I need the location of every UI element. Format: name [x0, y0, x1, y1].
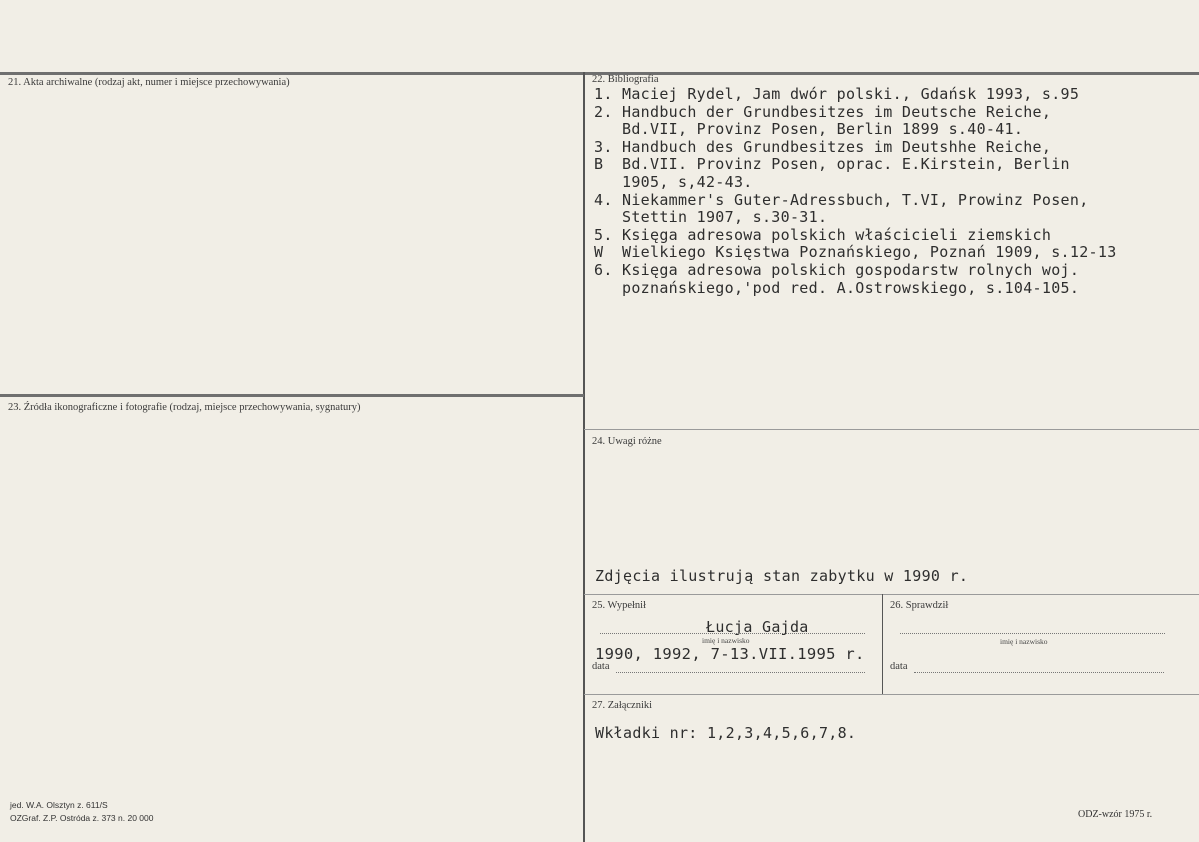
bibliography-line: 1. Maciej Rydel, Jam dwór polski., Gdańsk 1993, s.95 — [594, 85, 1080, 103]
section-25-label: 25. Wypełnił — [592, 600, 647, 611]
bibliography-line: W Wielkiego Księstwa Poznańskiego, Poznań 1909, s.12-13 — [594, 243, 1117, 262]
divider-25-26 — [882, 594, 883, 694]
rule-section-23 — [0, 394, 584, 397]
attachments-text: Wkładki nr: 1,2,3,4,5,6,7,8. — [595, 724, 857, 742]
bibliography-line: poznańskiego,'pod red. A.Ostrowskiego, s.104-105. — [622, 278, 1080, 297]
date-label-25: data — [592, 661, 610, 672]
section-27-label: 27. Załączniki — [592, 700, 653, 711]
center-divider — [583, 72, 585, 842]
rule-section-24 — [584, 429, 1199, 430]
filled-by-name: Łucja Gajda — [706, 618, 809, 636]
date-label-26: data — [890, 661, 908, 672]
section-21-label: 21. Akta archiwalne (rodzaj akt, numer i miejsce przechowywania) — [8, 77, 290, 88]
section-22-label: 22. Bibliografia — [592, 74, 659, 85]
bibliography-line: Stettin 1907, s.30-31. — [622, 208, 828, 227]
checker-name-dotted-line — [900, 633, 1165, 634]
rule-section-25 — [584, 594, 1199, 595]
filled-dates: 1990, 1992, 7-13.VII.1995 r. — [595, 645, 865, 663]
checker-name-caption: imię i nazwisko — [1000, 637, 1048, 646]
date-dotted-line-25 — [616, 672, 865, 673]
bibliography-line: 6. Księga adresowa polskich gospodarstw rolnych woj. — [594, 260, 1080, 279]
bibliography-line: 3. Handbuch des Grundbesitzes im Deutshhe Reiche, — [594, 137, 1052, 156]
bibliography-line: 2. Handbuch der Grundbesitzes im Deutsche Reiche, — [594, 102, 1052, 121]
bibliography-line: B Bd.VII. Provinz Posen, oprac. E.Kirstein, Berlin — [594, 155, 1070, 174]
section-24-note: Zdjęcia ilustrują stan zabytku w 1990 r. — [595, 567, 969, 585]
section-23-label: 23. Źródła ikonograficzne i fotografie (rodzaj, miejsce przechowywania, sygnatury) — [8, 402, 361, 413]
section-24-label: 24. Uwagi różne — [592, 436, 662, 447]
name-caption: imię i nazwisko — [702, 636, 750, 645]
bibliography-line: Bd.VII, Provinz Posen, Berlin 1899 s.40-41. — [622, 120, 1024, 139]
bibliography-line: 4. Niekammer's Guter-Adressbuch, T.VI, Prowinz Posen, — [594, 190, 1089, 209]
form-template-id: ODZ-wzór 1975 r. — [1078, 809, 1153, 820]
print-info-line-1: jed. W.A. Olsztyn z. 611/S — [10, 800, 108, 810]
bibliography-list — [594, 86, 1117, 297]
section-26-label: 26. Sprawdził — [890, 600, 949, 611]
date-dotted-line-26 — [914, 672, 1164, 673]
rule-section-27 — [584, 694, 1199, 695]
bibliography-line: 5. Księga adresowa polskich właścicieli ziemskich — [594, 225, 1052, 244]
print-info-line-2: OZGraf. Z.P. Ostróda z. 373 n. 20 000 — [10, 813, 154, 823]
bibliography-line: 1905, s,42-43. — [622, 172, 753, 191]
name-dotted-line — [600, 633, 865, 634]
